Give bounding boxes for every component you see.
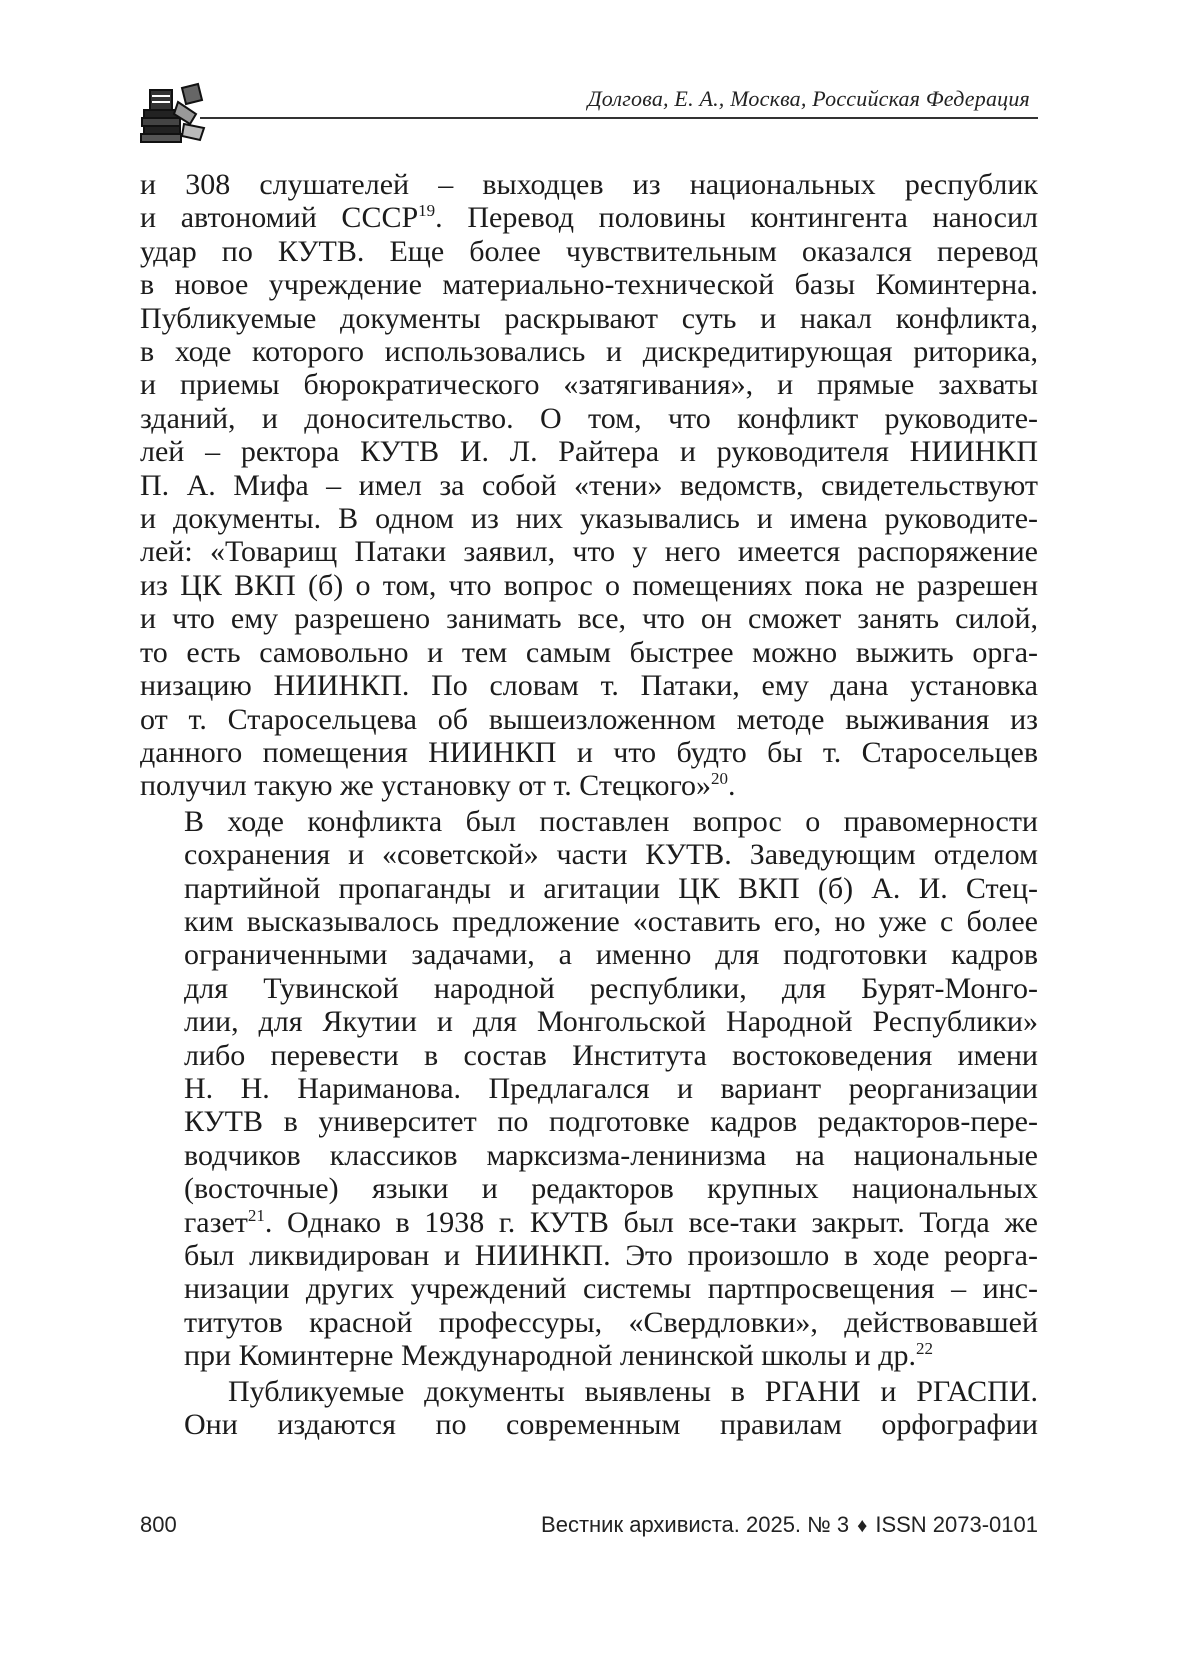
text-line: Они издаются по современным правилам орфографии — [184, 1408, 1038, 1442]
text-line: в ходе которого использовались и дискредитирующая риторика, — [140, 335, 1038, 369]
text-line: удар по КУТВ. Еще более чувствительным оказался перевод — [140, 234, 1038, 268]
text-line: из ЦК ВКП (б) о том, что вопрос о помещениях пока не разрешен — [140, 568, 1038, 602]
text-line: и приемы бюрократического «затягивания», и прямые захваты — [140, 368, 1038, 402]
text-line: лии, для Якутии и для Монгольской Народной Республики» — [184, 1005, 1038, 1039]
text-fragment: . — [728, 769, 736, 803]
text-line: сохранения и «советской» части КУТВ. Заведующим отделом — [184, 838, 1038, 872]
journal-citation — [541, 1512, 1038, 1538]
issn: ISSN 2073-0101 — [875, 1512, 1038, 1537]
text-line: в новое учреждение материально-технической базы Коминтерна. — [140, 268, 1038, 302]
page-footer — [140, 1512, 1038, 1542]
text-line: от т. Старосельцева об вышеизложенном методе выживания из — [140, 702, 1038, 736]
text-line: и что ему разрешено занимать все, что он сможет занять силой, — [140, 602, 1038, 636]
text-fragment: и автономий СССР — [140, 201, 419, 235]
text-line: партийной пропаганды и агитации ЦК ВКП (б) А. И. Стец- — [184, 871, 1038, 905]
text-line — [140, 1339, 1038, 1372]
text-line: и 308 слушателей – выходцев из национальных республик — [140, 168, 1038, 201]
text-line: титутов красной профессуры, «Свердловки», действовавшей — [184, 1305, 1038, 1339]
text-line: КУТВ в университет по подготовке кадров редакторов-пере- — [184, 1105, 1038, 1139]
text-line: водчиков классиков марксизма-ленинизма на национальные — [184, 1138, 1038, 1172]
text-line: ким высказывалось предложение «оставить его, но уже с более — [184, 904, 1038, 938]
text-fragment: получил такую же установку от т. Стецкого» — [140, 769, 711, 803]
page-number: 800 — [140, 1512, 177, 1537]
article-body — [140, 168, 1038, 1441]
text-line — [140, 769, 1038, 802]
paragraph-2 — [140, 805, 1038, 1373]
text-line: (восточные) языки и редакторов крупных национальных — [184, 1172, 1038, 1206]
journal-title: Вестник архивиста. 2025. № 3 — [541, 1512, 850, 1537]
footnote-ref-20[interactable]: 20 — [711, 769, 728, 789]
text-line: ограниченными задачами, а именно для подготовки кадров — [184, 938, 1038, 972]
text-line — [140, 1206, 1038, 1239]
text-line: лей: «Товарищ Патаки заявил, что у него имеется распоряжение — [140, 535, 1038, 569]
text-line: Н. Н. Нариманова. Предлагался и вариант реорганизации — [184, 1071, 1038, 1105]
footnote-ref-21[interactable]: 21 — [247, 1205, 265, 1225]
paragraph-1 — [140, 168, 1038, 803]
text-line: Публикуемые документы раскрывают суть и накал конфликта, — [140, 301, 1038, 335]
text-line: либо перевести в состав Института востоковедения имени — [184, 1038, 1038, 1072]
diamond-icon: ♦ — [857, 1515, 868, 1537]
text-line: П. А. Мифа – имел за собой «тени» ведомств, свидетельствуют — [140, 468, 1038, 502]
text-line: В ходе конфликта был поставлен вопрос о правомерности — [184, 804, 1038, 838]
text-line: зданий, и доносительство. О том, что конфликт руководите- — [140, 401, 1038, 435]
text-fragment: при Коминтерне Международной ленинской школы и др. — [184, 1339, 916, 1373]
text-line: был ликвидирован и НИИНКП. Это произошло в ходе реорга- — [184, 1239, 1038, 1272]
paragraph-3 — [140, 1375, 1038, 1442]
text-fragment: . Однако в 1938 г. КУТВ был все-таки закрыт. Тогда же — [264, 1205, 1038, 1239]
text-line: то есть самовольно и тем самым быстрее можно выжить орга- — [140, 635, 1038, 669]
footnote-ref-19[interactable]: 19 — [418, 201, 436, 221]
text-fragment: газет — [184, 1205, 248, 1239]
text-line: лей – ректора КУТВ И. Л. Райтера и руководителя НИИНКП — [140, 435, 1038, 469]
text-fragment: . Перевод половины контингента наносил — [435, 201, 1038, 235]
text-line: Публикуемые документы выявлены в РГАНИ и РГАСПИ. — [228, 1374, 1038, 1408]
text-line: и документы. В одном из них указывались и имена руководите- — [140, 502, 1038, 536]
header-divider — [200, 117, 1038, 119]
footnote-ref-22[interactable]: 22 — [915, 1339, 933, 1359]
text-line — [140, 201, 1038, 234]
text-line: низацию НИИНКП. По словам т. Патаки, ему дана установка — [140, 669, 1038, 703]
text-line: для Тувинской народной республики, для Бурят-Монго- — [184, 971, 1038, 1005]
text-line: низации других учреждений системы партпросвещения – инс- — [184, 1272, 1038, 1306]
text-line: данного помещения НИИНКП и что будто бы т. Старосельцев — [140, 735, 1038, 769]
running-header: Долгова, Е. А., Москва, Российская Федерация — [587, 86, 1030, 111]
